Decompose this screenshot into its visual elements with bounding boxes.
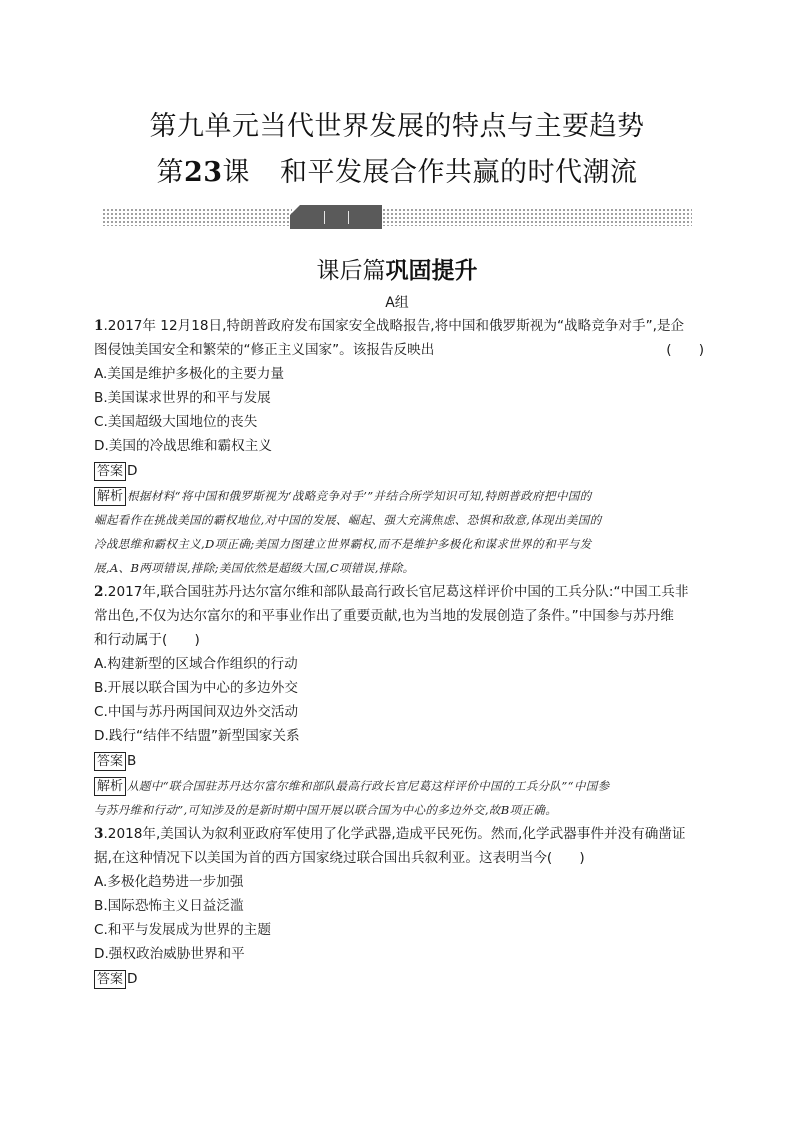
q2-answer-value: B (127, 753, 137, 769)
q2-stem-line-3: 和行动属于( ) (94, 632, 200, 648)
lesson-prefix: 第 (156, 157, 184, 188)
explain-label: 解析 (94, 777, 126, 796)
q2-option-b: B.开展以联合国为中心的多边外交 (94, 680, 298, 696)
lesson-suffix: 课 (222, 157, 251, 188)
q3-answer (94, 969, 137, 989)
lesson-title (0, 150, 794, 189)
q1-answer (94, 461, 137, 481)
q2-option-c: C.中国与苏丹两国间双边外交活动 (94, 704, 299, 720)
q2-explanation-line-2: 与苏丹维和行动”,可知涉及的是新时期中国开展以联合国为中心的多边外交,故B项正确。 (94, 803, 558, 817)
section-title (0, 252, 794, 285)
explain-label: 解析 (94, 487, 126, 506)
dotted-rule-left (102, 208, 292, 226)
q1-option-d: D.美国的冷战思维和霸权主义 (94, 438, 272, 454)
section-title-light: 课后篇 (316, 258, 386, 284)
answer-label: 答案 (94, 970, 126, 989)
answer-label: 答案 (94, 752, 126, 771)
q1-option-a: A.美国是维护多极化的主要力量 (94, 366, 285, 382)
q1-stem-line-1: 1.2017年 12月18日,特朗普政府发布国家安全战略报告,将中国和俄罗斯视为“战略竞争对手”,是企 (94, 318, 685, 334)
q1-explanation-line-2: 崛起看作在挑战美国的霸权地位,对中国的发展、崛起、强大充满焦虑、恐惧和敌意,体现出美国的 (94, 513, 602, 527)
q3-option-b: B.国际恐怖主义日益泛滥 (94, 898, 244, 914)
q2-explanation-line-1: 解析 从题中“联合国驻苏丹达尔富尔维和部队最高行政长官尼葛这样评价中国的工兵分队”“中国参 (94, 776, 610, 796)
q1-answer-paren: ( ) (666, 342, 704, 358)
q1-explanation-line-3: 冷战思维和霸权主义,D项正确;美国力图建立世界霸权,而不是维护多极化和谋求世界的和平与发 (94, 537, 592, 551)
section-title-bold: 巩固提升 (385, 258, 478, 284)
answer-label: 答案 (94, 462, 126, 481)
q2-stem-line-1: 2.2017年,联合国驻苏丹达尔富尔维和部队最高行政长官尼葛这样评价中国的工兵分队:“中国工兵非 (94, 584, 689, 600)
q3-option-a: A.多极化趋势进一步加强 (94, 874, 244, 890)
lesson-number: 23 (183, 157, 223, 188)
q2-option-a: A.构建新型的区域合作组织的行动 (94, 656, 298, 672)
group-label: A组 (385, 295, 409, 311)
q1-answer-value: D (127, 463, 138, 479)
tab-marker-icon (290, 205, 382, 229)
q3-stem-line-2: 据,在这种情况下以美国为首的西方国家绕过联合国出兵叙利亚。这表明当今( ) (94, 850, 585, 866)
q3-option-c: C.和平与发展成为世界的主题 (94, 922, 271, 938)
q2-option-d: D.践行“结伴不结盟”新型国家关系 (94, 728, 300, 744)
q2-stem-line-2: 常出色,不仅为达尔富尔的和平事业作出了重要贡献,也为当地的发展创造了条件。”中国参与苏丹维 (94, 608, 674, 624)
q1-option-c: C.美国超级大国地位的丧失 (94, 414, 258, 430)
unit-title: 第九单元当代世界发展的特点与主要趋势 (149, 111, 645, 142)
q1-explanation-line-4: 展,A、B两项错误,排除;美国依然是超级大国,C项错误,排除。 (94, 561, 415, 575)
lesson-name: 和平发展合作共赢的时代潮流 (280, 157, 638, 188)
q3-option-d: D.强权政治威胁世界和平 (94, 946, 245, 962)
q1-explanation-line-1: 解析 根据材料“将中国和俄罗斯视为‘战略竞争对手’”并结合所学知识可知,特朗普政府把中国的 (94, 486, 592, 506)
decorative-band (102, 205, 692, 229)
q1-option-b: B.美国谋求世界的和平与发展 (94, 390, 271, 406)
q3-stem-line-1: 3.2018年,美国认为叙利亚政府军使用了化学武器,造成平民死伤。然而,化学武器事件并没有确凿证 (94, 826, 686, 842)
q2-answer (94, 751, 136, 771)
q1-stem-line-2: 图侵蚀美国安全和繁荣的“修正主义国家”。该报告反映出 ( ) (94, 342, 704, 358)
dotted-rule-right (382, 208, 692, 226)
q3-answer-value: D (127, 971, 138, 987)
